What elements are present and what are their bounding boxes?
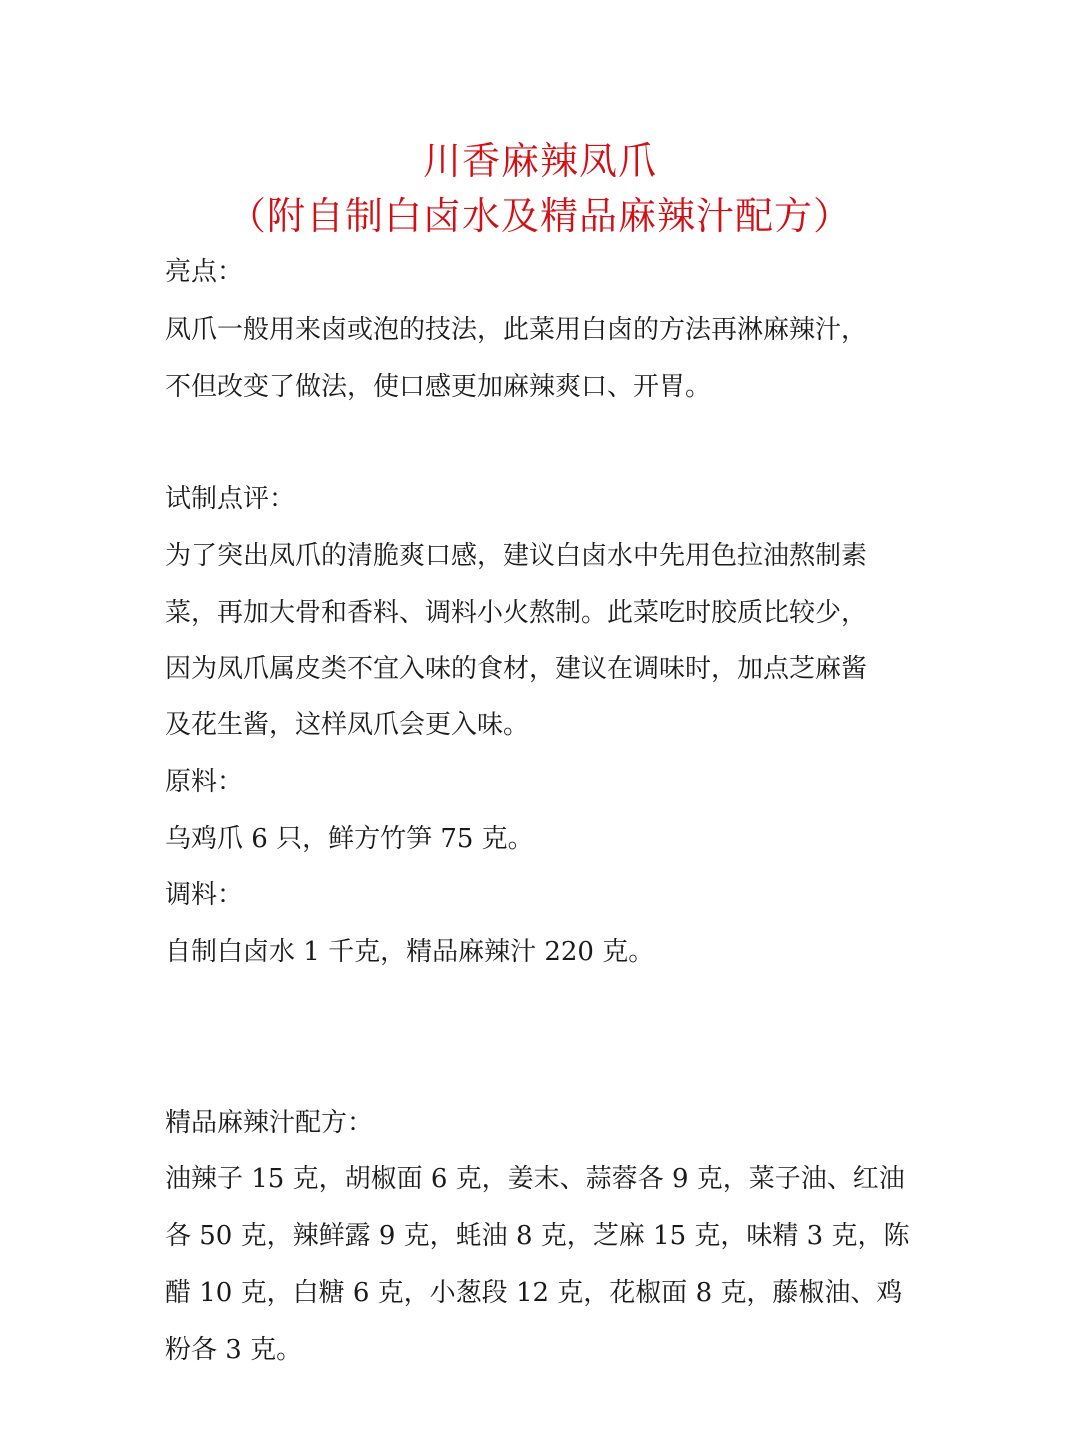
ingredients-heading: 原料： — [165, 767, 244, 797]
sauce-line: 粉各 3 克。 — [165, 1335, 303, 1365]
sauce-line: 各 50 克，辣鲜露 9 克，蚝油 8 克，芝麻 15 克，味精 3 克，陈 — [165, 1221, 910, 1251]
review-heading: 试制点评： — [165, 484, 296, 514]
sauce-line: 油辣子 15 克，胡椒面 6 克，姜末、蒜蓉各 9 克，菜子油、红油 — [165, 1164, 905, 1194]
review-line: 及花生酱，这样凤爪会更入味。 — [165, 710, 530, 740]
ingredients-line: 乌鸡爪 6 只，鲜方竹笋 75 克。 — [165, 824, 534, 854]
page-title: 川香麻辣凤爪 — [422, 139, 657, 183]
review-line: 因为凤爪属皮类不宜入味的食材，建议在调味时，加点芝麻酱 — [165, 654, 868, 684]
highlights-line: 不但改变了做法，使口感更加麻辣爽口、开胃。 — [165, 372, 712, 402]
sauce-heading: 精品麻辣汁配方： — [165, 1108, 374, 1138]
seasoning-line: 自制白卤水 1 千克，精品麻辣汁 220 克。 — [165, 937, 655, 967]
highlights-heading: 亮点： — [165, 257, 244, 287]
sauce-line: 醋 10 克，白糖 6 克，小葱段 12 克，花椒面 8 克，藤椒油、鸡 — [165, 1278, 903, 1308]
review-line: 菜，再加大骨和香料、调料小火熬制。此菜吃时胶质比较少， — [165, 598, 868, 628]
page-subtitle: （附自制白卤水及精品麻辣汁配方） — [227, 194, 852, 238]
review-line: 为了突出凤爪的清脆爽口感，建议白卤水中先用色拉油熬制素 — [165, 541, 868, 571]
highlights-line: 凤爪一般用来卤或泡的技法，此菜用白卤的方法再淋麻辣汁， — [165, 315, 868, 345]
seasoning-heading: 调料： — [165, 880, 244, 910]
